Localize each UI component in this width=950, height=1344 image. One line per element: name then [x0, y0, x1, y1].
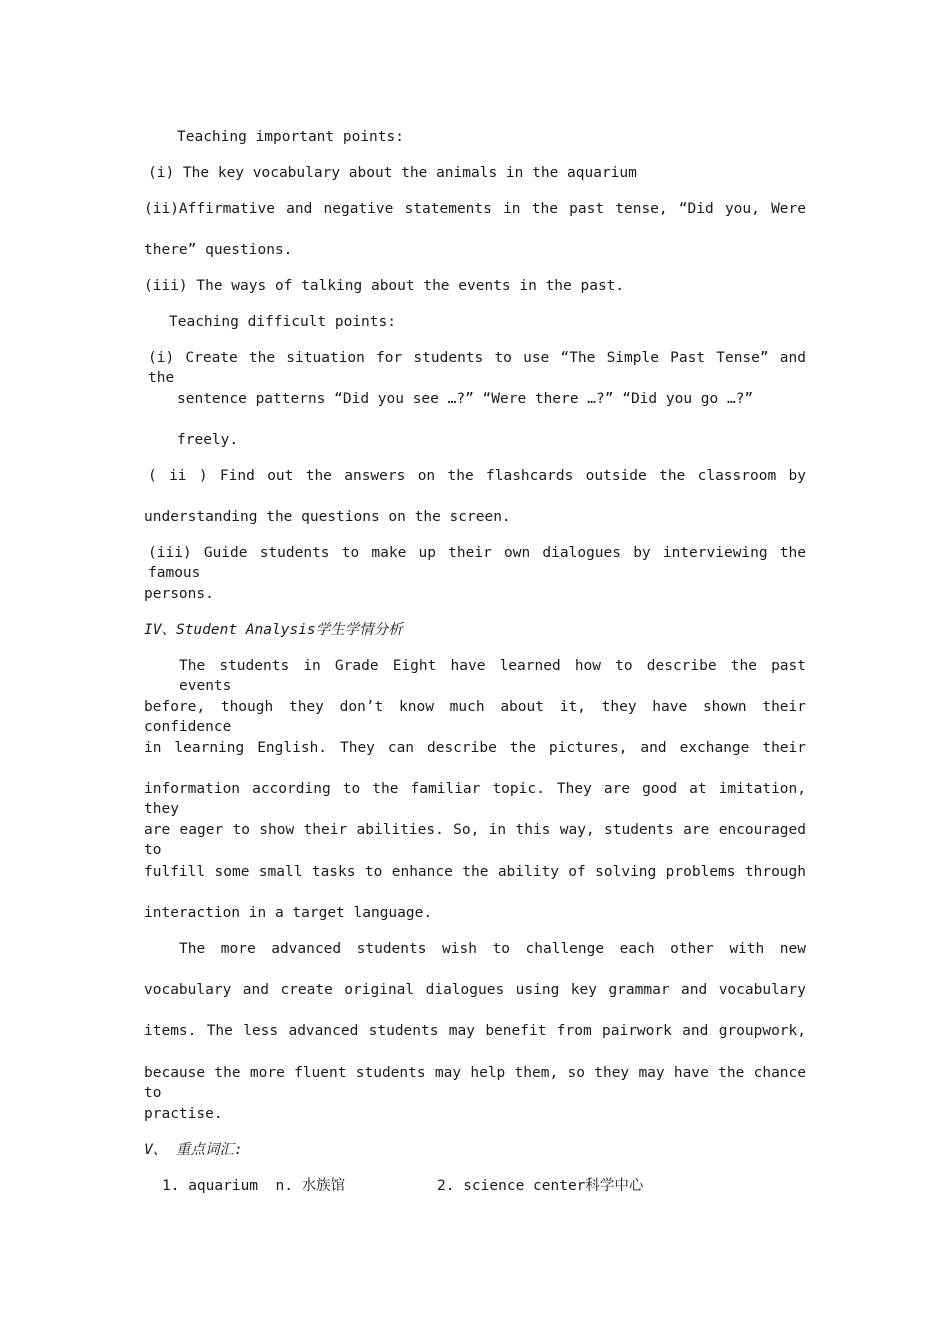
section-4-title: IV、Student Analysis — [144, 622, 316, 638]
student-analysis-line-2: before, though they don’t know much about it, they have shown their confidence — [144, 699, 806, 735]
important-points-heading: Teaching important points: — [177, 129, 404, 145]
difficult-point-1-line-2: sentence patterns “Did you see …?” “Were there …?” “Did you go …?” — [177, 391, 754, 407]
difficult-point-1-line-3: freely. — [177, 432, 239, 448]
difficult-points-heading: Teaching difficult points: — [169, 314, 396, 330]
student-analysis-line-7: interaction in a target language. — [144, 905, 433, 921]
student-analysis-line-3: in learning English. They can describe the pictures, and exchange their — [144, 740, 806, 756]
student-analysis-line-4: information according to the familiar topic. They are good at imitation, they — [144, 781, 806, 817]
student-analysis-line-6: fulfill some small tasks to enhance the ability of solving problems through — [144, 864, 806, 880]
advanced-students-line-5: practise. — [144, 1106, 223, 1122]
student-analysis-line-1: The students in Grade Eight have learned how to describe the past events — [179, 658, 806, 694]
important-point-3: (iii) The ways of talking about the events in the past. — [144, 278, 625, 294]
difficult-point-2-line-1: ( ii ) Find out the answers on the flashcards outside the classroom by — [148, 468, 806, 484]
advanced-students-line-2: vocabulary and create original dialogues using key grammar and vocabulary — [144, 982, 806, 998]
advanced-students-line-3: items. The less advanced students may benefit from pairwork and groupwork, — [144, 1023, 806, 1039]
section-5-heading: V、 重点词汇: — [144, 1142, 243, 1158]
important-point-2-line-1: (ii)Affirmative and negative statements in the past tense, “Did you, Were — [144, 201, 806, 217]
difficult-point-2-line-2: understanding the questions on the screen. — [144, 509, 511, 525]
difficult-point-3-line-2: persons. — [144, 586, 214, 602]
vocab-item-2: 2. science center科学中心 — [437, 1178, 644, 1194]
section-4-title-cn: 学生学情分析 — [315, 622, 403, 638]
advanced-students-line-1: The more advanced students wish to challenge each other with new — [179, 941, 806, 957]
important-point-1: (i) The key vocabulary about the animals in the aquarium — [148, 165, 637, 181]
difficult-point-3-line-1: (iii) Guide students to make up their own dialogues by interviewing the famous — [148, 545, 806, 581]
important-point-2-line-2: there” questions. — [144, 242, 293, 258]
advanced-students-line-4: because the more fluent students may help them, so they may have the chance to — [144, 1065, 806, 1101]
difficult-point-1-line-1: (i) Create the situation for students to use “The Simple Past Tense” and the — [148, 350, 806, 386]
vocab-item-1: 1. aquarium n. 水族馆 — [162, 1178, 346, 1194]
section-4-heading — [144, 620, 403, 640]
student-analysis-line-5: are eager to show their abilities. So, in this way, students are encouraged to — [144, 822, 806, 858]
